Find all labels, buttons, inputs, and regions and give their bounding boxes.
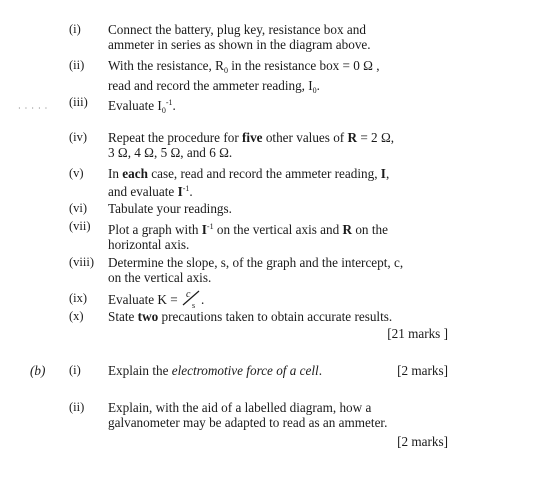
- item-number: (iii): [69, 95, 88, 109]
- item-text: Determine the slope, s, of the graph and the intercept, c, on the vertical axis.: [108, 255, 404, 285]
- item-number: (vi): [69, 201, 88, 215]
- item-text: Connect the battery, plug key, resistance box and ammeter in series as shown in the diagram above.: [108, 22, 371, 52]
- item-text: In each case, read and record the ammeter reading, I, and evaluate $I^{-1}$.: [108, 166, 390, 199]
- item-number: (ii): [69, 400, 85, 414]
- item-number: (vii): [69, 219, 91, 233]
- item-marks: [2 marks]: [397, 434, 448, 449]
- item-text: Tabulate your readings.: [108, 201, 232, 216]
- part-b-label: (b): [30, 363, 46, 378]
- item-number: (iv): [69, 130, 88, 144]
- item-text: Evaluate K = c s .: [108, 291, 448, 307]
- item-number: (ix): [69, 291, 88, 305]
- item-number: (ii): [69, 58, 85, 72]
- item-text: Repeat the procedure for five other values of R = 2 Ω, 3 Ω, 4 Ω, 5 Ω, and 6 Ω.: [108, 130, 395, 160]
- item-text: Plot a graph with $I^{-1}$ on the vertical axis and R on the horizontal axis.: [108, 222, 388, 252]
- part-a-marks: [21 marks ]: [387, 326, 448, 341]
- item-text: With the resistance, $R_0$ in the resistance box = 0 Ω , read and record the ammeter reading, $I_0$.: [108, 58, 380, 95]
- fraction-numerator: c: [185, 289, 191, 300]
- item-text: Evaluate $I_0^{-1}$.: [108, 98, 176, 115]
- item-number: (i): [69, 363, 81, 377]
- item-text: Explain, with the aid of a labelled diagram, how a galvanometer may be adapted to read as an ammeter.: [108, 400, 388, 430]
- item-number: (v): [69, 166, 84, 180]
- item-marks: [2 marks]: [397, 363, 448, 378]
- fraction-denominator: s: [191, 301, 196, 310]
- item-text: Explain the electromotive force of a cell.: [108, 363, 322, 378]
- item-text: State two precautions taken to obtain accurate results.: [108, 309, 393, 324]
- item-number: (viii): [69, 255, 94, 269]
- item-number: (i): [69, 22, 81, 36]
- margin-dots: · · · · ·: [18, 104, 49, 113]
- fraction-c-over-s: [181, 289, 201, 310]
- item-number: (x): [69, 309, 84, 323]
